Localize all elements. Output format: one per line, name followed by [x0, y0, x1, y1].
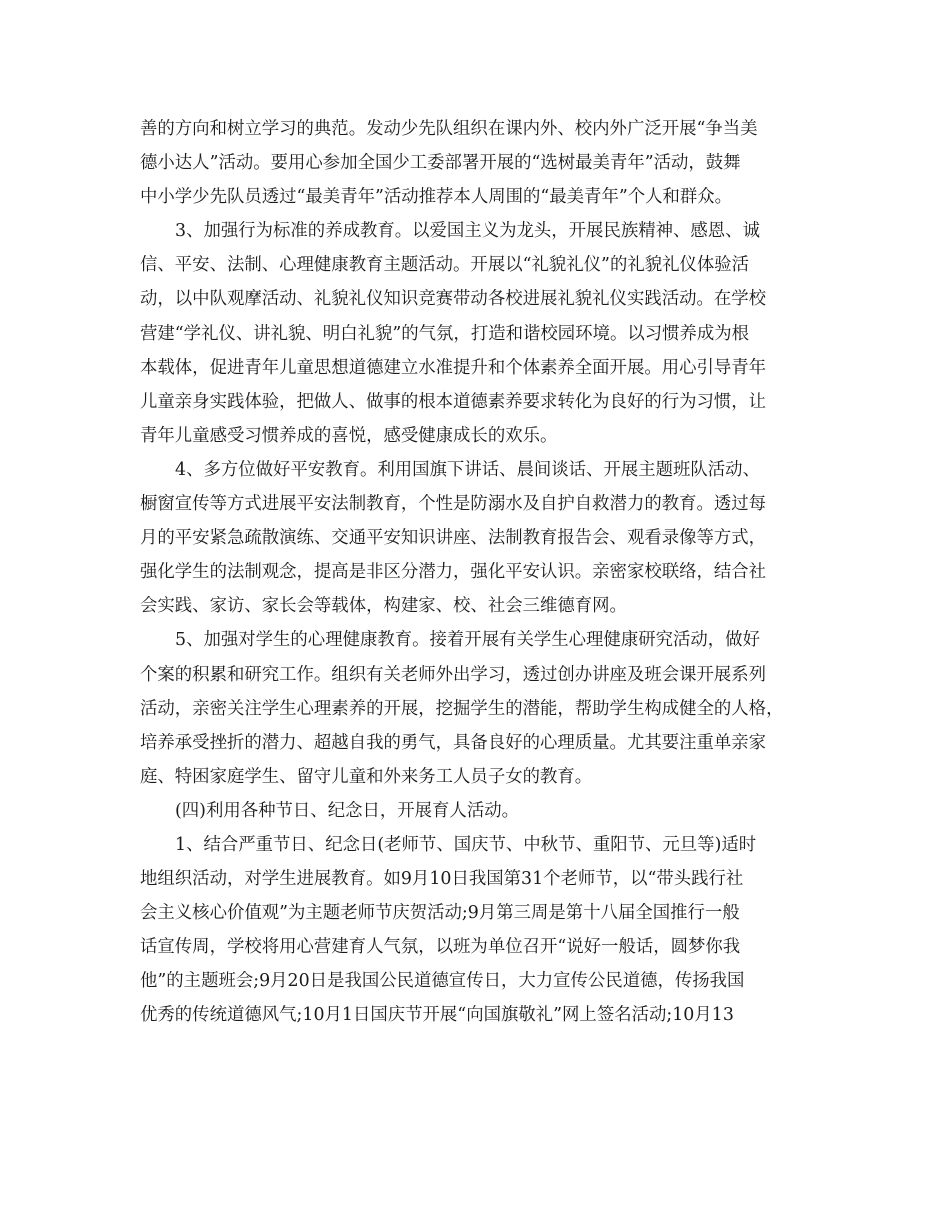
text-line: 动，以中队观摩活动、礼貌礼仪知识竞赛带动各校进展礼貌礼仪实践活动。在学校 — [140, 289, 767, 310]
text-line: 德小达人”活动。要用心参加全国少工委部署开展的“选树最美青年”活动，鼓舞 — [140, 153, 741, 174]
text-line: 橱窗宣传等方式进展平安法制教育，个性是防溺水及自护自救潜力的教育。透过每 — [140, 494, 767, 515]
text-line: 青年儿童感受习惯养成的喜悦，感受健康成长的欢乐。 — [140, 425, 558, 446]
text-line: 月的平安紧急疏散演练、交通平安知识讲座、法制教育报告会、观看录像等方式， — [140, 528, 767, 549]
text-line: 5、加强对学生的心理健康教育。接着开展有关学生心理健康研究活动，做好 — [175, 630, 760, 651]
text-line: 本载体，促进青年儿童思想道德建立水准提升和个体素养全面开展。用心引导青年 — [140, 357, 767, 378]
text-line: 营建“学礼仪、讲礼貌、明白礼貌”的气氛，打造和谐校园环境。以习惯养成为根 — [140, 323, 750, 344]
text-line: 强化学生的法制观念，提高是非区分潜力，强化平安认识。亲密家校联络，结合社 — [140, 562, 767, 583]
text-line: 会实践、家访、家长会等载体，构建家、校、社会三维德育网。 — [140, 596, 627, 617]
text-line: 培养承受挫折的潜力、超越自我的勇气，具备良好的心理质量。尤其要注重单亲家 — [140, 732, 767, 753]
text-line: 地组织活动，对学生进展教育。如9月10日我国第31个老师节，以“带头践行社 — [140, 869, 744, 890]
text-line: (四)利用各种节日、纪念日，开展育人活动。 — [175, 800, 519, 821]
text-line: 话宣传周，学校将用心营建育人气氛，以班为单位召开“说好一般话，圆梦你我 — [140, 937, 741, 958]
text-line: 信、平安、法制、心理健康教育主题活动。开展以“礼貌礼仪”的礼貌礼仪体验活 — [140, 255, 750, 276]
text-line: 庭、特困家庭学生、留守儿童和外来务工人员子女的教育。 — [140, 766, 593, 787]
text-line: 会主义核心价值观”为主题老师节庆贺活动;9月第三周是第十八届全国推行一般 — [140, 903, 740, 924]
text-line: 他”的主题班会;9月20日是我国公民道德宣传日，大力宣传公民道德，传扬我国 — [140, 971, 745, 992]
text-line: 1、结合严重节日、纪念日(老师节、国庆节、中秋节、重阳节、元旦等)适时 — [175, 834, 757, 855]
text-line: 儿童亲身实践体验，把做人、做事的根本道德素养要求转化为良好的行为习惯，让 — [140, 391, 767, 412]
text-line: 个案的积累和研究工作。组织有关老师外出学习，透过创办讲座及班会课开展系列 — [140, 664, 767, 685]
text-line: 活动，亲密关注学生心理素养的开展，挖掘学生的潜能，帮助学生构成健全的人格， — [140, 698, 784, 719]
text-line: 中小学少先队员透过“最美青年”活动推荐本人周围的“最美青年”个人和群众。 — [140, 187, 733, 208]
text-line: 善的方向和树立学习的典范。发动少先队组织在课内外、校内外广泛开展“争当美 — [140, 119, 758, 139]
document-body — [140, 112, 810, 1033]
text-line: 优秀的传统道德风气;10月1日国庆节开展“向国旗敬礼”网上签名活动;10月13 — [140, 1005, 734, 1026]
text-line: 4、多方位做好平安教育。利用国旗下讲话、晨间谈话、开展主题班队活动、 — [175, 459, 760, 480]
text-line: 3、加强行为标准的养成教育。以爱国主义为龙头，开展民族精神、感恩、诚 — [175, 221, 760, 242]
